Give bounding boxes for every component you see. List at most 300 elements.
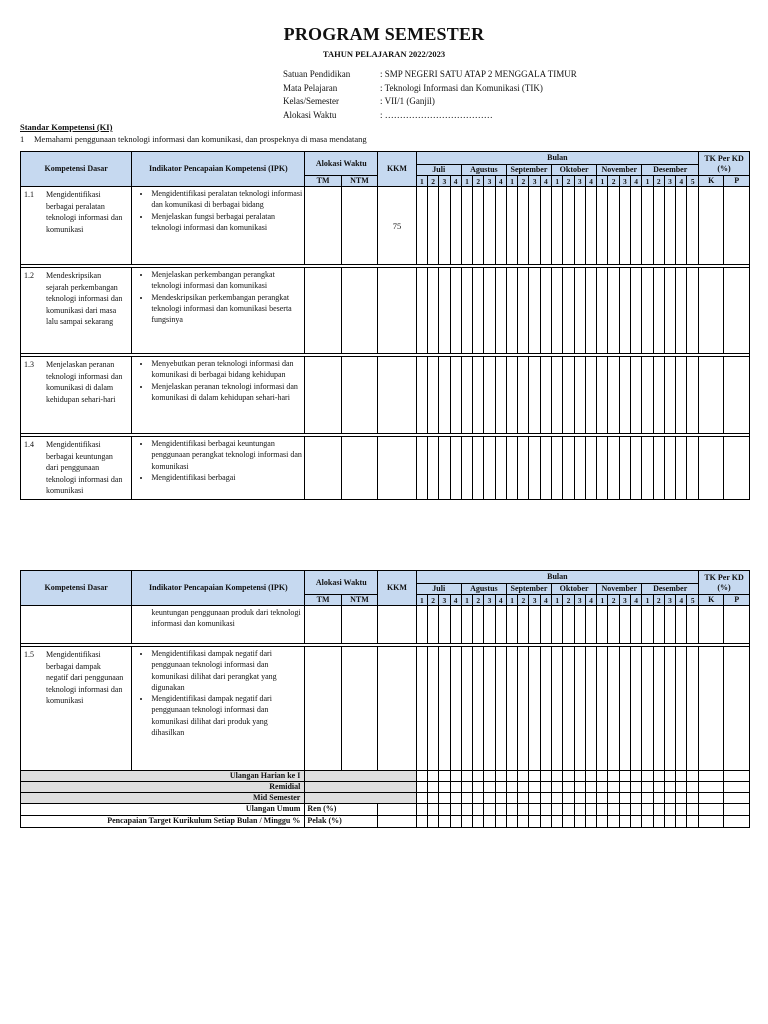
schedule-cell	[676, 793, 687, 804]
summary-label: Ulangan Umum	[21, 804, 305, 816]
ulangan-harian-row	[21, 771, 750, 782]
schedule-cell	[461, 816, 472, 828]
schedule-cell	[427, 816, 438, 828]
schedule-cell	[664, 437, 675, 500]
schedule-cell	[676, 782, 687, 793]
kd-number: 1.1	[24, 190, 34, 199]
schedule-cell	[506, 357, 517, 434]
schedule-cell	[664, 804, 675, 816]
kkm-cell	[378, 268, 416, 354]
header-tk-per-kd: TK Per KD (%)	[699, 571, 750, 595]
schedule-cell	[518, 187, 529, 265]
schedule-cell	[552, 771, 563, 782]
kd-number: 1.5	[24, 650, 34, 659]
header-week: 1	[552, 595, 563, 606]
header-alokasi-waktu: Alokasi Waktu	[305, 152, 378, 176]
schedule-cell	[642, 357, 653, 434]
schedule-cell	[427, 647, 438, 771]
schedule-cell	[473, 268, 484, 354]
header-week: 2	[653, 176, 664, 187]
schedule-cell	[552, 804, 563, 816]
schedule-cell	[585, 816, 596, 828]
schedule-cell	[540, 793, 551, 804]
schedule-cell	[619, 804, 630, 816]
ipk-continuation: keuntungan penggunaan produk dari teknologi informasi dan komunikasi	[151, 608, 301, 629]
schedule-cell	[506, 782, 517, 793]
info-label: Satuan Pendidikan	[283, 69, 351, 79]
kd-cell	[21, 357, 132, 434]
schedule-cell	[724, 187, 750, 265]
ipk-cell	[132, 437, 305, 500]
schedule-cell	[461, 771, 472, 782]
schedule-cell	[495, 647, 506, 771]
ipk-item: • Mendeskripsikan perkembangan perangkat teknologi informasi dan komunikasi beserta fungsinya	[151, 292, 302, 326]
schedule-cell	[619, 357, 630, 434]
schedule-cell	[540, 804, 551, 816]
header-week: 3	[439, 176, 450, 187]
schedule-cell	[676, 268, 687, 354]
ntm-cell	[341, 647, 377, 771]
schedule-cell	[597, 187, 608, 265]
pelak-label: Pelak (%)	[305, 816, 378, 828]
schedule-cell	[608, 816, 619, 828]
schedule-cell	[676, 357, 687, 434]
page-title: PROGRAM SEMESTER	[283, 24, 485, 44]
schedule-cell	[450, 187, 461, 265]
schedule-cell	[529, 793, 540, 804]
header-week: 3	[574, 595, 585, 606]
header-bulan: Bulan	[416, 152, 698, 165]
schedule-cell	[608, 606, 619, 644]
schedule-cell	[540, 782, 551, 793]
schedule-cell	[416, 357, 427, 434]
schedule-cell	[664, 782, 675, 793]
info-label: Mata Pelajaran	[283, 82, 338, 93]
pencapaian-row	[21, 816, 750, 828]
ipk-item: • Menjelaskan perkembangan perangkat teknologi informasi dan komunikasi	[151, 269, 302, 292]
schedule-cell	[473, 804, 484, 816]
schedule-cell	[664, 268, 675, 354]
header-week: 3	[619, 595, 630, 606]
header-week: 2	[608, 176, 619, 187]
header-week: 4	[495, 595, 506, 606]
kd-cell	[21, 268, 132, 354]
schedule-cell	[540, 187, 551, 265]
kd-cell	[21, 187, 132, 265]
schedule-cell	[439, 782, 450, 793]
schedule-cell	[427, 793, 438, 804]
header-month: November	[597, 584, 642, 595]
kd-text: Mendeskripsikan sejarah perkembangan teknologi informasi dan komunikasi dari masa lalu sampai sekarang	[46, 271, 123, 326]
header-week: 4	[450, 595, 461, 606]
schedule-cell	[540, 268, 551, 354]
schedule-cell	[473, 187, 484, 265]
header-kkm: KKM	[378, 571, 416, 606]
schedule-cell	[699, 268, 724, 354]
schedule-cell	[495, 771, 506, 782]
schedule-cell	[585, 187, 596, 265]
header-week: 1	[597, 176, 608, 187]
tm-cell	[305, 268, 341, 354]
schedule-cell	[724, 647, 750, 771]
schedule-cell	[687, 606, 699, 644]
schedule-cell	[724, 606, 750, 644]
schedule-cell	[552, 187, 563, 265]
schedule-cell	[699, 793, 724, 804]
header-week: 4	[585, 176, 596, 187]
schedule-cell	[484, 816, 495, 828]
schedule-cell	[450, 268, 461, 354]
schedule-cell	[653, 816, 664, 828]
schedule-cell	[450, 804, 461, 816]
schedule-cell	[664, 647, 675, 771]
schedule-cell	[484, 793, 495, 804]
kd-number: 1.4	[24, 440, 34, 449]
schedule-cell	[427, 357, 438, 434]
header-p: P	[724, 176, 750, 187]
schedule-cell	[574, 187, 585, 265]
schedule-cell	[664, 606, 675, 644]
schedule-cell	[563, 268, 574, 354]
schedule-cell	[563, 816, 574, 828]
schedule-cell	[642, 804, 653, 816]
schedule-cell	[416, 804, 427, 816]
schedule-cell	[529, 437, 540, 500]
schedule-cell	[631, 771, 642, 782]
schedule-cell	[450, 782, 461, 793]
header-month: Juli	[416, 584, 461, 595]
ipk-item: • Mengidentifikasi dampak negatif dari penggunaan teknologi informasi dan komunikasi dilihat dari produk yang dihasilkan	[151, 693, 302, 738]
schedule-cell	[653, 793, 664, 804]
schedule-cell	[574, 771, 585, 782]
schedule-cell	[484, 782, 495, 793]
schedule-cell	[664, 187, 675, 265]
schedule-cell	[574, 793, 585, 804]
schedule-cell	[552, 606, 563, 644]
schedule-cell	[461, 782, 472, 793]
header-week: 2	[518, 595, 529, 606]
schedule-cell	[687, 268, 699, 354]
schedule-cell	[631, 647, 642, 771]
header-month: Juli	[416, 165, 461, 176]
header-week: 3	[664, 176, 675, 187]
schedule-cell	[597, 357, 608, 434]
schedule-cell	[439, 647, 450, 771]
schedule-cell	[676, 804, 687, 816]
schedule-cell	[664, 771, 675, 782]
schedule-cell	[597, 606, 608, 644]
header-k: K	[699, 595, 724, 606]
header-p: P	[724, 595, 750, 606]
schedule-cell	[427, 782, 438, 793]
kd-row	[21, 357, 750, 434]
kd-cell	[21, 437, 132, 500]
schedule-cell	[473, 782, 484, 793]
schedule-cell	[341, 606, 377, 644]
ipk-item: • Mengidentifikasi dampak negatif dari penggunaan teknologi informasi dan komunikasi dilihat dari perangkat yang digunakan	[151, 648, 302, 693]
ulangan-umum-row	[21, 804, 750, 816]
ipk-item: • Mengidentifikasi berbagai	[151, 472, 302, 483]
schedule-cell	[608, 793, 619, 804]
schedule-cell	[585, 357, 596, 434]
schedule-cell	[552, 793, 563, 804]
schedule-cell	[631, 268, 642, 354]
header-ntm: NTM	[341, 176, 377, 187]
header-week: 3	[574, 176, 585, 187]
schedule-cell	[563, 357, 574, 434]
schedule-cell	[529, 187, 540, 265]
schedule-cell	[574, 804, 585, 816]
header-week: 2	[518, 176, 529, 187]
schedule-cell	[427, 804, 438, 816]
schedule-cell	[653, 357, 664, 434]
schedule-cell	[653, 647, 664, 771]
schedule-cell	[495, 357, 506, 434]
schedule-cell	[687, 357, 699, 434]
header-week: 2	[653, 595, 664, 606]
schedule-cell	[642, 606, 653, 644]
schedule-cell	[416, 606, 427, 644]
header-week: 5	[687, 176, 699, 187]
schedule-cell	[461, 187, 472, 265]
schedule-cell	[518, 793, 529, 804]
schedule-cell	[484, 771, 495, 782]
ipk-item: • Menyebutkan peran teknologi informasi dan komunikasi di berbagai bidang kehidupan	[151, 358, 302, 381]
schedule-cell	[540, 771, 551, 782]
schedule-cell	[484, 357, 495, 434]
info-label: Kelas/Semester	[283, 96, 339, 106]
schedule-cell	[484, 268, 495, 354]
schedule-cell	[664, 816, 675, 828]
schedule-cell	[450, 437, 461, 500]
schedule-cell	[699, 187, 724, 265]
schedule-cell	[495, 187, 506, 265]
schedule-cell	[473, 793, 484, 804]
ipk-cell	[132, 268, 305, 354]
header-kompetensi-dasar: Kompetensi Dasar	[21, 152, 132, 187]
header-week: 4	[495, 176, 506, 187]
schedule-cell	[439, 816, 450, 828]
header-week: 1	[416, 176, 427, 187]
schedule-cell	[529, 771, 540, 782]
header-week: 1	[461, 595, 472, 606]
schedule-cell	[416, 782, 427, 793]
schedule-cell	[608, 357, 619, 434]
header-week: 2	[473, 595, 484, 606]
schedule-cell	[619, 647, 630, 771]
header-kompetensi-dasar: Kompetensi Dasar	[21, 571, 132, 606]
header-week: 5	[687, 595, 699, 606]
schedule-cell	[585, 437, 596, 500]
schedule-cell	[450, 606, 461, 644]
schedule-cell	[495, 782, 506, 793]
schedule-cell	[574, 357, 585, 434]
schedule-cell	[687, 816, 699, 828]
schedule-cell	[439, 793, 450, 804]
schedule-cell	[540, 647, 551, 771]
info-label: Alokasi Waktu	[283, 109, 337, 120]
schedule-cell	[563, 782, 574, 793]
kd-text: Mengidentifikasi berbagai dampak negatif dari penggunaan teknologi informasi dan komunikasi	[46, 650, 124, 705]
continuation-row	[21, 606, 750, 644]
summary-label: Remidial	[21, 782, 305, 793]
schedule-cell	[585, 793, 596, 804]
header-week: 1	[642, 176, 653, 187]
header-week: 3	[619, 176, 630, 187]
schedule-cell	[619, 606, 630, 644]
schedule-cell	[574, 437, 585, 500]
schedule-cell	[484, 187, 495, 265]
schedule-cell	[461, 793, 472, 804]
header-week: 3	[529, 595, 540, 606]
mid-semester-row	[21, 793, 750, 804]
kkm-cell	[378, 437, 416, 500]
schedule-cell	[495, 816, 506, 828]
schedule-cell	[631, 793, 642, 804]
schedule-cell	[653, 606, 664, 644]
schedule-cell	[619, 187, 630, 265]
schedule-cell	[724, 771, 750, 782]
schedule-cell	[552, 816, 563, 828]
schedule-cell	[495, 793, 506, 804]
schedule-cell	[495, 606, 506, 644]
schedule-cell	[619, 437, 630, 500]
schedule-cell	[529, 357, 540, 434]
schedule-cell	[506, 771, 517, 782]
header-week: 4	[540, 176, 551, 187]
header-indikator: Indikator Pencapaian Kompetensi (IPK)	[132, 571, 305, 606]
schedule-cell	[416, 647, 427, 771]
schedule-cell	[563, 771, 574, 782]
header-tm: TM	[305, 176, 341, 187]
schedule-cell	[687, 771, 699, 782]
schedule-cell	[699, 782, 724, 793]
schedule-cell	[724, 816, 750, 828]
header-tk-per-kd: TK Per KD (%)	[699, 152, 750, 176]
standar-kompetensi-title: Standar Kompetensi (KI)	[20, 122, 113, 132]
header-month: Oktober	[552, 584, 597, 595]
ipk-cell	[132, 647, 305, 771]
kkm-value: 75	[378, 187, 416, 265]
kd-cell	[21, 606, 132, 644]
schedule-cell	[518, 437, 529, 500]
info-value: : SMP NEGERI SATU ATAP 2 MENGGALA TIMUR	[380, 69, 577, 79]
header-month: September	[506, 584, 551, 595]
schedule-cell	[699, 804, 724, 816]
header-month: Desember	[642, 165, 699, 176]
schedule-cell	[518, 782, 529, 793]
schedule-cell	[653, 804, 664, 816]
kd-text: Menjelaskan peranan teknologi informasi dan komunikasi di dalam kehidupan sehari-hari	[46, 360, 123, 404]
standar-text: Memahami penggunaan teknologi informasi dan komunikasi, dan prospeknya di masa mendatang	[34, 134, 367, 144]
schedule-cell	[724, 793, 750, 804]
schedule-cell	[529, 804, 540, 816]
schedule-cell	[518, 771, 529, 782]
ntm-cell	[341, 268, 377, 354]
schedule-cell	[506, 437, 517, 500]
ntm-cell	[341, 357, 377, 434]
header-month: November	[597, 165, 642, 176]
info-row	[283, 68, 577, 82]
kkm-cell	[378, 357, 416, 434]
kd-row	[21, 187, 750, 265]
schedule-cell	[563, 647, 574, 771]
schedule-cell	[642, 782, 653, 793]
schedule-cell	[608, 268, 619, 354]
schedule-cell	[518, 606, 529, 644]
ipk-cell	[132, 187, 305, 265]
schedule-cell	[495, 804, 506, 816]
schedule-cell	[461, 647, 472, 771]
schedule-cell	[585, 268, 596, 354]
program-table-page-2	[20, 570, 750, 828]
schedule-cell	[552, 437, 563, 500]
schedule-cell	[642, 793, 653, 804]
schedule-cell	[518, 357, 529, 434]
schedule-cell	[724, 357, 750, 434]
schedule-cell	[552, 782, 563, 793]
standar-number: 1	[20, 134, 25, 144]
schedule-cell	[699, 647, 724, 771]
schedule-cell	[631, 357, 642, 434]
schedule-cell	[687, 793, 699, 804]
schedule-cell	[642, 771, 653, 782]
schedule-cell	[631, 437, 642, 500]
header-month: Agustus	[461, 584, 506, 595]
schedule-cell	[461, 606, 472, 644]
header-week: 1	[461, 176, 472, 187]
info-block	[283, 68, 577, 122]
schedule-cell	[642, 816, 653, 828]
info-value: : ………………………………	[380, 109, 493, 120]
header-week: 3	[484, 595, 495, 606]
schedule-cell	[597, 782, 608, 793]
schedule-cell	[642, 187, 653, 265]
schedule-cell	[631, 816, 642, 828]
schedule-cell	[473, 816, 484, 828]
schedule-cell	[461, 357, 472, 434]
header-ntm: NTM	[341, 595, 377, 606]
schedule-cell	[495, 268, 506, 354]
schedule-cell	[676, 647, 687, 771]
schedule-cell	[416, 771, 427, 782]
header-kkm: KKM	[378, 152, 416, 187]
schedule-cell	[687, 187, 699, 265]
schedule-cell	[439, 437, 450, 500]
header-week: 3	[439, 595, 450, 606]
header-week: 4	[540, 595, 551, 606]
header-tm: TM	[305, 595, 341, 606]
schedule-cell	[676, 606, 687, 644]
ipk-item: • Mengidentifikasi peralatan teknologi informasi dan komunikasi di berbagai bidang	[151, 188, 302, 211]
schedule-cell	[653, 187, 664, 265]
schedule-cell	[608, 771, 619, 782]
schedule-cell	[699, 771, 724, 782]
schedule-cell	[597, 793, 608, 804]
schedule-cell	[473, 771, 484, 782]
header-week: 2	[563, 595, 574, 606]
schedule-cell	[664, 793, 675, 804]
schedule-cell	[378, 816, 416, 828]
schedule-cell	[642, 437, 653, 500]
schedule-cell	[552, 647, 563, 771]
schedule-cell	[597, 771, 608, 782]
schedule-cell	[585, 606, 596, 644]
schedule-cell	[518, 647, 529, 771]
schedule-cell	[473, 606, 484, 644]
schedule-cell	[687, 647, 699, 771]
schedule-cell	[585, 647, 596, 771]
